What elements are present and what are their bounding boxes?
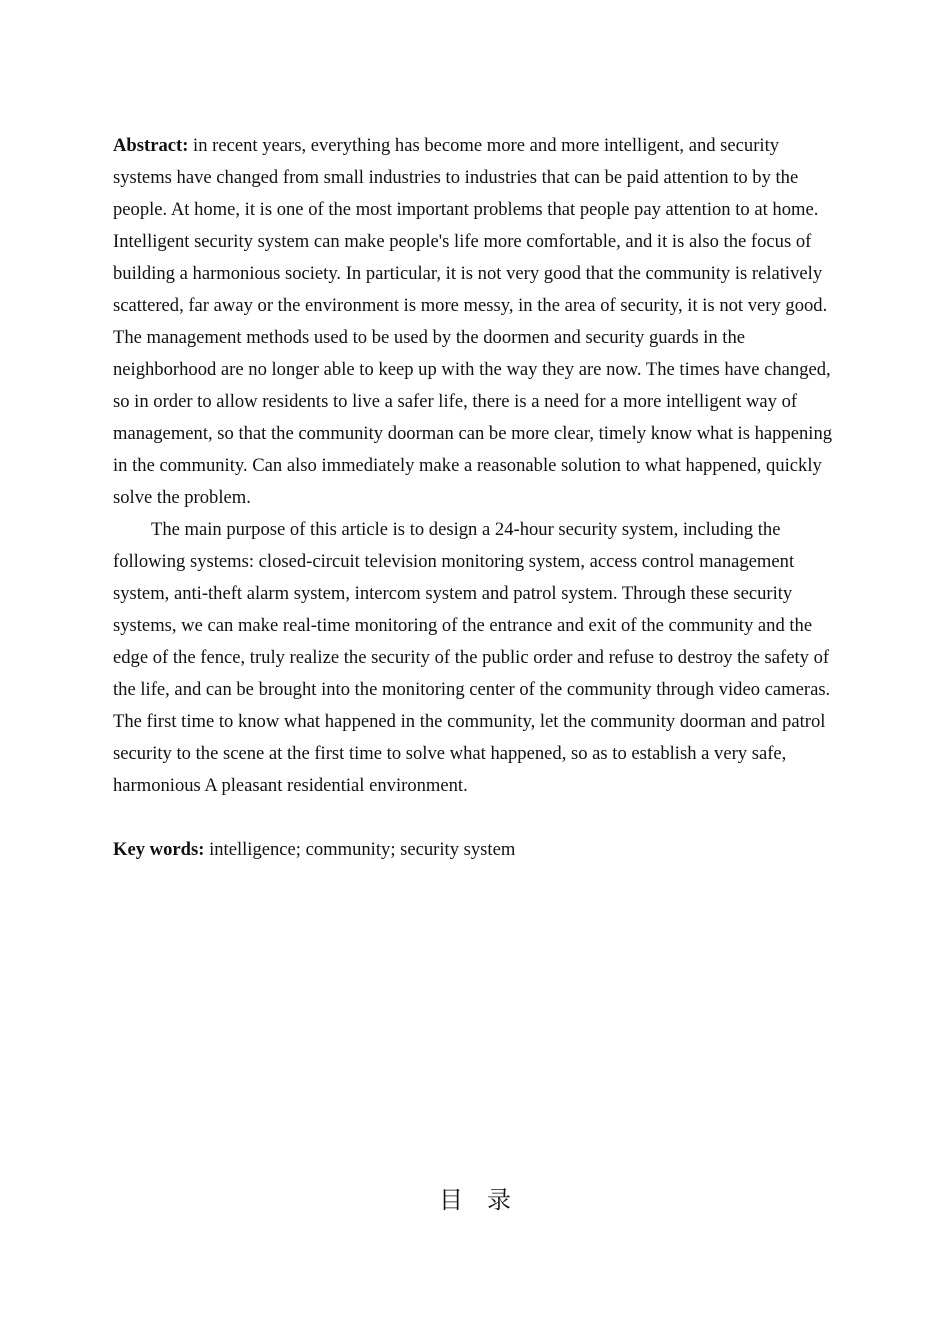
keywords-line bbox=[113, 834, 839, 866]
abstract-paragraph-2: The main purpose of this article is to design a 24-hour security system, including the following systems: closed-circuit television monitoring system, access control management system, anti-theft alarm system, intercom system and patrol system. Through these security systems, we can make real-time monitoring of the entrance and exit of the community and the edge of the fence, truly realize the security of the public order and refuse to destroy the safety of the life, and can be brought into the monitoring center of the community through video cameras. The first time to know what happened in the community, let the community doorman and patrol security to the scene at the first time to solve what happened, so as to establish a very safe, harmonious A pleasant residential environment. bbox=[113, 519, 831, 796]
abstract-text-1: in recent years, everything has become more and more intelligent, and security systems have changed from small industries to industries that can be paid attention to by the people. At home, it is one of the most important problems that people pay attention to at home. Intelligent security system can make people's life more comfortable, and it is also the focus of building a harmonious society. In particular, it is not very good that the community is relatively scattered, far away or the environment is more messy, in the area of security, it is not very good. The management methods used to be used by the doormen and security guards in the neighborhood are no longer able to keep up with the way they are now. The times have changed, so in order to allow residents to live a safer life, there is a need for a more intelligent way of management, so that the community doorman can be more clear, timely know what is happening in the community. Can also immediately make a reasonable solution to what happened, quickly solve the problem. bbox=[113, 135, 833, 508]
keywords-value: intelligence; community; security system bbox=[204, 839, 516, 860]
abstract-paragraph-1 bbox=[113, 130, 839, 514]
table-of-contents-heading: 目 录 bbox=[439, 1186, 511, 1214]
keywords-label: Key words: bbox=[113, 839, 205, 860]
abstract-label: Abstract: bbox=[113, 135, 189, 156]
abstract-section bbox=[113, 130, 839, 866]
